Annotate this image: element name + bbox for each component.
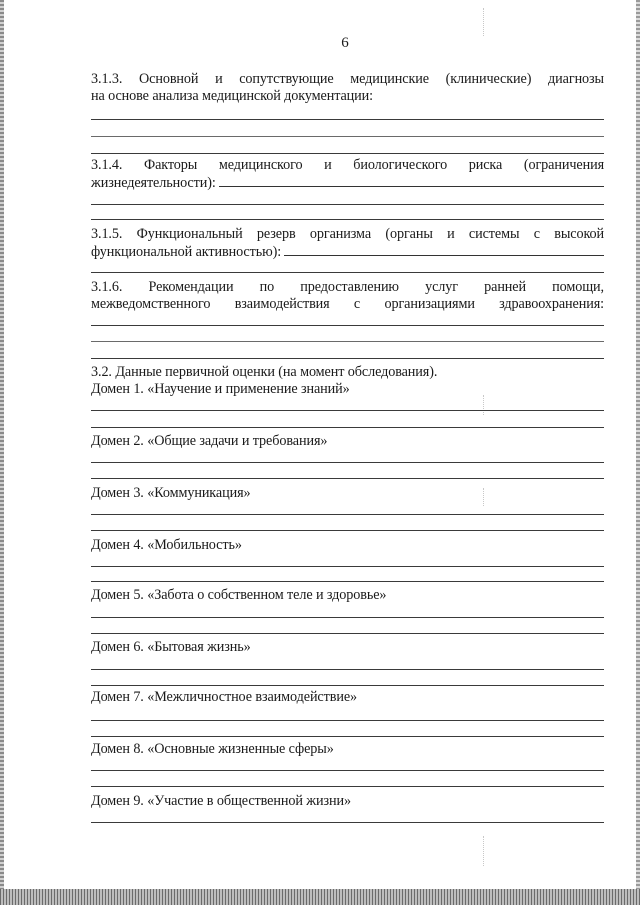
domain-1-label: Домен 1. «Научение и применение знаний» xyxy=(91,381,350,397)
scan-edge-right xyxy=(636,0,640,905)
domain-2-label: Домен 2. «Общие задачи и требования» xyxy=(91,433,328,449)
answer-line[interactable] xyxy=(91,153,604,154)
scan-artifact xyxy=(483,836,484,866)
answer-line[interactable] xyxy=(91,720,604,721)
domain-7-label: Домен 7. «Межличностное взаимодействие» xyxy=(91,689,358,705)
domain-3-label: Домен 3. «Коммуникация» xyxy=(91,485,251,501)
answer-line[interactable] xyxy=(91,514,604,515)
section-3-1-4-line2: жизнедеятельности): xyxy=(91,175,216,191)
answer-line[interactable] xyxy=(219,174,604,187)
answer-line[interactable] xyxy=(91,219,604,220)
answer-line[interactable] xyxy=(91,581,604,582)
section-3-1-4-line2-row xyxy=(91,174,604,192)
domain-8-label: Домен 8. «Основные жизненные сферы» xyxy=(91,741,334,757)
section-3-1-6-line1: 3.1.6. Рекомендации по предоставлению услуг ранней помощи, xyxy=(91,279,604,295)
domain-6-label: Домен 6. «Бытовая жизнь» xyxy=(91,639,251,655)
answer-line[interactable] xyxy=(91,119,604,120)
section-3-1-5-line2-row xyxy=(91,243,604,261)
domain-4-label: Домен 4. «Мобильность» xyxy=(91,537,242,553)
answer-line[interactable] xyxy=(91,633,604,634)
answer-line[interactable] xyxy=(91,685,604,686)
answer-line[interactable] xyxy=(91,136,604,137)
domain-9-label: Домен 9. «Участие в общественной жизни» xyxy=(91,793,351,809)
answer-line[interactable] xyxy=(284,243,604,256)
answer-line[interactable] xyxy=(91,427,604,428)
answer-line[interactable] xyxy=(91,462,604,463)
answer-line[interactable] xyxy=(91,822,604,823)
answer-line[interactable] xyxy=(91,204,604,205)
scan-edge-left xyxy=(0,0,4,905)
answer-line[interactable] xyxy=(91,478,604,479)
section-3-1-3-line1: 3.1.3. Основной и сопутствующие медицинские (клинические) диагнозы xyxy=(91,71,604,87)
answer-line[interactable] xyxy=(91,358,604,359)
answer-line[interactable] xyxy=(91,566,604,567)
domain-5-label: Домен 5. «Забота о собственном теле и здоровье» xyxy=(91,587,387,603)
section-3-2-heading: 3.2. Данные первичной оценки (на момент обследования). xyxy=(91,364,438,380)
scan-edge-bottom xyxy=(0,889,640,905)
answer-line[interactable] xyxy=(91,410,604,411)
scan-artifact xyxy=(483,395,484,415)
answer-line[interactable] xyxy=(91,669,604,670)
scan-artifact xyxy=(483,8,484,36)
answer-line[interactable] xyxy=(91,786,604,787)
answer-line[interactable] xyxy=(91,341,604,342)
answer-line[interactable] xyxy=(91,325,604,326)
section-3-1-5-line2: функциональной активностью): xyxy=(91,244,282,260)
page-number: 6 xyxy=(341,35,349,51)
section-3-1-6-line2: межведомственного взаимодействия с организациями здравоохранения: xyxy=(91,296,604,312)
section-3-1-4-line1: 3.1.4. Факторы медицинского и биологического риска (ограничения xyxy=(91,157,604,173)
section-3-1-3-line2: на основе анализа медицинской документации: xyxy=(91,88,374,104)
section-3-1-5-line1: 3.1.5. Функциональный резерв организма (органы и системы с высокой xyxy=(91,226,604,242)
answer-line[interactable] xyxy=(91,770,604,771)
answer-line[interactable] xyxy=(91,736,604,737)
answer-line[interactable] xyxy=(91,530,604,531)
answer-line[interactable] xyxy=(91,617,604,618)
answer-line[interactable] xyxy=(91,272,604,273)
